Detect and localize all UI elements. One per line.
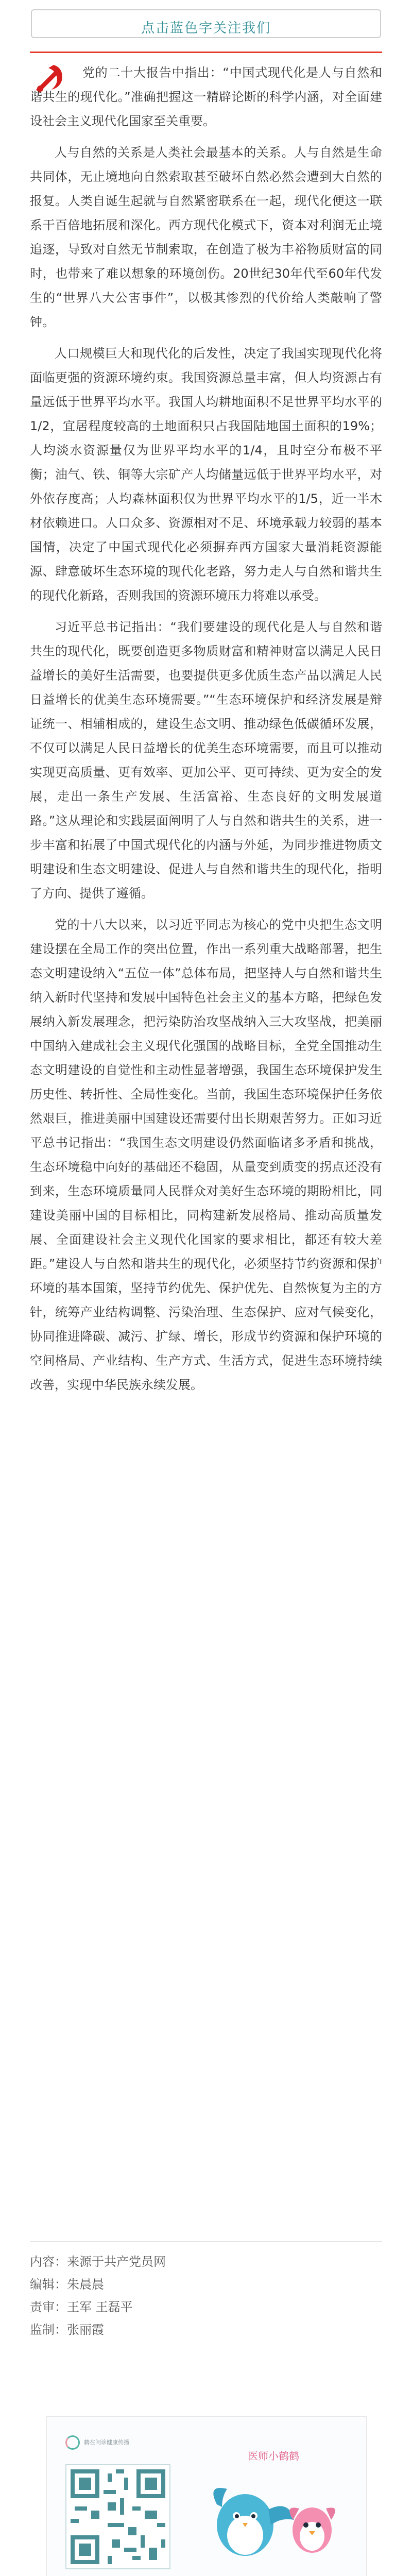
header-banner xyxy=(31,9,381,38)
editor-line: 编辑：朱晨晨 xyxy=(30,2277,104,2292)
source-line: 内容：来源于共产党员网 xyxy=(30,2255,166,2269)
article-paragraph: 党的十八大以来，以习近平同志为核心的党中央把生态文明建设摆在全局工作的突出位置，作出一系列重大战略部署，把生态文明建设纳入“五位一体”总体布局，把坚持人与自然和谐共生纳入新时代坚持和发展中国特色社会主义的基本方略，把绿色发展纳入新发展理念，把污染防治攻坚战纳入三大攻坚战，把美丽中国纳入建成社会主义现代化强国的战略目标，全党全国推动生态文明建设的自觉性和主动性显著增强，我国生态环境保护发生历史性、转折性、全局性变化。当前，我国生态环境保护任务依然艰巨，推进美丽中国建设还需要付出长期艰苦努力。正如习近平总书记指出：“我国生态文明建设仍然面临诸多矛盾和挑战，生态环境稳中向好的基础还不稳固，从量变到质变的拐点还没有到来，生态环境质量同人民群众对美好生态环境的期盼相比，同建设美丽中国的目标相比，同构建新发展格局、推动高质量发展、全面建设社会主义现代化国家的要求相比，都还有较大差距。”建设人与自然和谐共生的现代化，必须坚持节约资源和保护环境的基本国策，坚持节约优先、保护优先、自然恢复为主的方针，统筹产业结构调整、污染治理、生态保护、应对气候变化，协同推进降碳、减污、扩绿、增长，形成节约资源和保护环境的空间格局、产业结构、生产方式、生活方式，促进生态环境持续改善，实现中华民族永续发展。 xyxy=(30,918,382,1392)
brand-logo-icon xyxy=(65,2435,80,2450)
promo-qr-code[interactable] xyxy=(65,2464,170,2569)
chief-editor-line: 责审：王军 王磊平 xyxy=(30,2300,133,2314)
article-paragraph: 人口规模巨大和现代化的后发性，决定了我国实现现代化将面临更强的资源环境约束。我国资源总量丰富，但人均资源占有量远低于世界平均水平。我国人均耕地面积不足世界平均水平的1/2，宜居程度较高的土地面积只占我国陆地国土面积的19%；人均淡水资源量仅为世界平均水平的1/4，且时空分布极不平衡；油气、铁、铜等大宗矿产人均储量远低于世界平均水平，对外依存度高；人均森林面积仅为世界平均水平的1/5，近一半木材依赖进口。人口众多、资源相对不足、环境承载力较弱的基本国情，决定了中国式现代化必须摒弃西方国家大量消耗资源能源、肆意破坏生态环境的现代化老路，努力走人与自然和谐共生的现代化新路，否则我国的资源环境压力将难以承受。 xyxy=(30,346,382,603)
article-paragraph: 人与自然的关系是人类社会最基本的关系。人与自然是生命共同体，无止境地向自然索取甚至破坏自然必然会遭到大自然的报复。人类自诞生起就与自然紧密联系在一起，现代化便这一联系干百倍地拓展和深化。西方现代化模式下，资本对利润无止境追逐，导致对自然无节制索取，在创造了极为丰裕物质财富的同时，也带来了难以想象的环境创伤。20世纪30年代至60年代发生的“世界八大公害事件”，以极其惨烈的代价给人类敲响了警钟。 xyxy=(30,145,382,329)
promo-brand xyxy=(65,2435,129,2450)
article-body xyxy=(30,61,382,1404)
article-credits xyxy=(30,2241,382,2341)
promo-title: 医师小鹤鹤 xyxy=(248,2450,299,2462)
promo-brand-name: 鹤在问诊健康传播 xyxy=(84,2439,129,2446)
article-paragraph: 习近平总书记指出：“我们要建设的现代化是人与自然和谐共生的现代化，既要创造更多物质财富和精神财富以满足人民日益增长的美好生活需要，也要提供更多优质生态产品以满足人民日益增长的优美生态环境需要。”“生态环境保护和经济发展是辩证统一、相辅相成的，建设生态文明、推动绿色低碳循环发展，不仅可以满足人民日益增长的优美生态环境需要，而且可以推动实现更高质量、更有效率、更加公平、更可持续、更为安全的发展，走出一条生产发展、生活富裕、生态良好的文明发展道路。”这从理论和实践层面阐明了人与自然和谐共生的关系，进一步丰富和拓展了中国式现代化的内涵与外延，为同步推进物质文明建设和生态文明建设、促进人与自然和谐共生的现代化，指明了方向、提供了遵循。 xyxy=(30,620,382,901)
proofreader-line: 监制：张丽霞 xyxy=(30,2323,104,2337)
header-divider xyxy=(30,52,382,53)
mascot-illustration xyxy=(196,2468,351,2576)
header-title[interactable]: 点击蓝色字关注我们 xyxy=(141,21,271,36)
promo-card[interactable] xyxy=(46,2416,367,2576)
article-paragraph: 党的二十大报告中指出：“中国式现代化是人与自然和谐共生的现代化。”准确把握这一精辟论断的科学内涵，对全面建设社会主义现代化国家至关重要。 xyxy=(30,65,382,128)
